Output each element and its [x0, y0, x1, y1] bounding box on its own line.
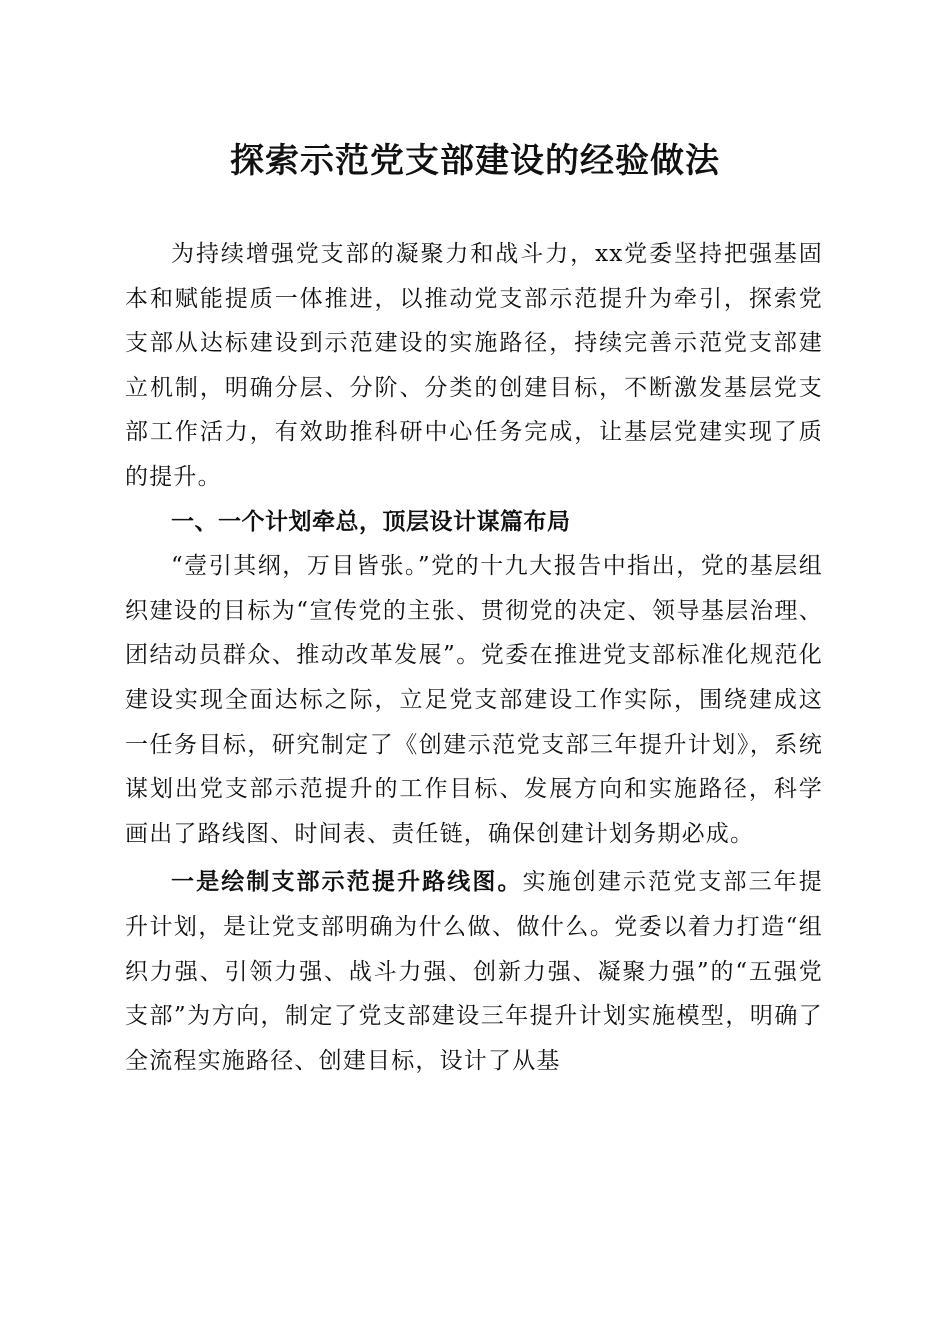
document-title: 探索示范党支部建设的经验做法	[230, 141, 720, 181]
section-1-item-1-text: 实施创建示范党支部三年提升计划，是让党支部明确为什么做、做什么。党委以着力打造“组织力强、引领力强、战斗力强、创新力强、凝聚力强”的“五强党支部”为方向，制定了党支部建设三年提升计划实施模型，明确了全流程实施路径、创建目标，设计了从基	[125, 869, 823, 1074]
section-heading-1: 一、一个计划牵总，顶层设计谋篇布局	[171, 508, 571, 535]
intro-paragraph: 为持续增强党支部的凝聚力和战斗力，xx党委坚持把强基固本和赋能提质一体推进，以推动党支部示范提升为牵引，探索党支部从达标建设到示范建设的实施路径，持续完善示范党支部建立机制，明确分层、分阶、分类的创建目标，不断激发基层党支部工作活力，有效助推科研中心任务完成，让基层党建实现了质的提升。	[125, 241, 823, 490]
section-1-item-1-paragraph	[125, 860, 823, 1083]
section-1-item-1-lead: 一是绘制支部示范提升路线图。	[171, 868, 523, 896]
section-1-paragraph: “壹引其纲，万目皆张。”党的十九大报告中指出，党的基层组织建设的目标为“宣传党的主张、贯彻党的决定、领导基层治理、团结动员群众、推动改革发展”。党委在推进党支部标准化规范化建设实现全面达标之际，立足党支部建设工作实际，围绕建成这一任务目标，研究制定了《创建示范党支部三年提升计划》，系统谋划出党支部示范提升的工作目标、发展方向和实施路径，科学画出了路线图、时间表、责任链，确保创建计划务期必成。	[125, 553, 823, 847]
document-body	[125, 232, 823, 1083]
